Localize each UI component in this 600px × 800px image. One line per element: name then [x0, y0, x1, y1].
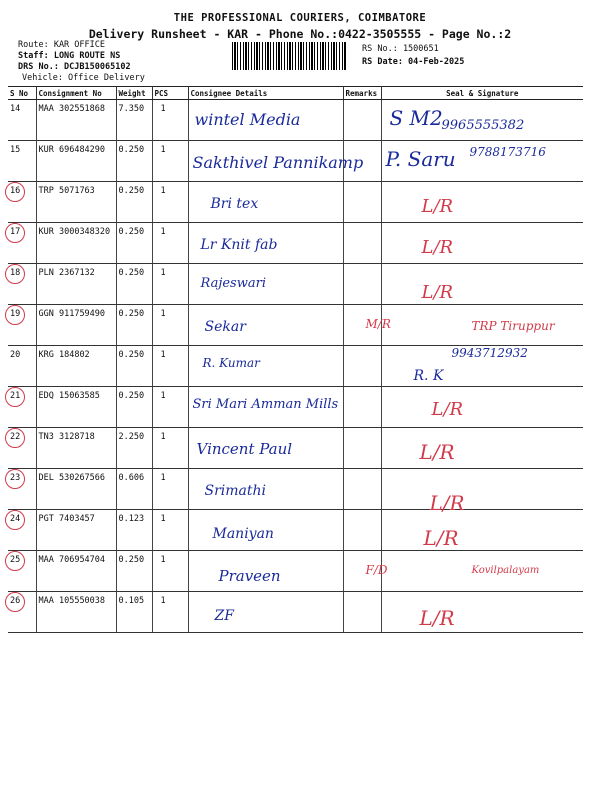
row-pcs: 1: [152, 182, 188, 223]
seal-handwriting: P. Saru: [385, 147, 456, 171]
row-remarks: [343, 264, 381, 305]
row-remarks: [343, 428, 381, 469]
row-weight: 0.250: [116, 182, 152, 223]
table-row: [8, 141, 583, 182]
row-consignee: [188, 141, 364, 182]
row-consignee: [188, 182, 343, 223]
row-remarks: [343, 592, 381, 633]
col-remarks: Remarks: [343, 87, 381, 100]
row-remarks: [343, 387, 381, 428]
table-row: [8, 510, 583, 551]
row-consignee: [188, 264, 343, 305]
row-seal-signature: [381, 346, 583, 387]
row-weight: 0.250: [116, 141, 152, 182]
table-row: [8, 387, 583, 428]
seal-handwriting: S M2: [389, 106, 443, 130]
table-row: [8, 182, 583, 223]
runsheet-table: [8, 86, 583, 633]
col-consignee: Consignee Details: [188, 87, 343, 100]
row-consignment-no: TRP 5071763: [36, 182, 116, 223]
row-pcs: 1: [152, 100, 188, 141]
consignee-handwriting: wintel Media: [194, 110, 301, 129]
barcode: [232, 42, 346, 70]
seal-handwriting: L/R: [421, 237, 454, 258]
row-seal-signature: [381, 100, 583, 141]
seal-handwriting: L/R: [423, 526, 459, 550]
phone-handwriting: 9943712932: [451, 346, 528, 360]
row-pcs: 1: [152, 592, 188, 633]
rs-date: RS Date: 04-Feb-2025: [362, 57, 465, 67]
seal-handwriting: L/R: [419, 606, 455, 630]
row-consignment-no: MAA 105550038: [36, 592, 116, 633]
row-weight: 7.350: [116, 100, 152, 141]
seal-handwriting: L/R: [431, 399, 464, 420]
row-seal-signature: [381, 469, 583, 515]
row-consignee: [188, 469, 343, 510]
table-row: [8, 592, 583, 633]
row-pcs: 1: [152, 264, 188, 305]
col-weight: Weight: [116, 87, 152, 100]
row-consignment-no: DEL 530267566: [36, 469, 116, 510]
col-seal: Seal & Signature: [381, 87, 583, 100]
row-weight: 0.250: [116, 551, 152, 592]
table-row: [8, 346, 583, 387]
row-weight: 2.250: [116, 428, 152, 469]
row-consignment-no: PLN 2367132: [36, 264, 116, 305]
consignee-handwriting: R. Kumar: [202, 356, 260, 370]
consignee-handwriting: Sri Mari Amman Mills: [192, 397, 339, 412]
row-pcs: 1: [152, 346, 188, 387]
runsheet-subtitle: Delivery Runsheet - KAR - Phone No.:0422-3505555 - Page No.:2: [88, 27, 512, 41]
row-consignee: [188, 387, 343, 428]
consignee-handwriting: Srimathi: [204, 483, 267, 499]
col-sno: S No: [8, 87, 36, 100]
rs-number: RS No.: 1500651: [362, 44, 439, 54]
row-weight: 0.250: [116, 223, 152, 264]
row-weight: 0.606: [116, 469, 152, 510]
row-sno: 23: [8, 469, 36, 510]
seal-handwriting: L/R: [421, 196, 454, 217]
row-seal-signature: [381, 387, 583, 428]
row-remarks: [343, 469, 381, 510]
row-weight: 0.250: [116, 305, 152, 346]
row-seal-signature: [381, 428, 583, 469]
table-row: [8, 305, 583, 346]
row-seal-signature: [381, 264, 583, 305]
route-label: Route: KAR OFFICE: [18, 40, 105, 50]
row-remarks: [343, 551, 388, 592]
row-sno: 19: [8, 305, 36, 346]
table-row: [8, 428, 583, 469]
row-seal-signature: [381, 182, 583, 223]
row-remarks: [343, 100, 381, 141]
consignee-handwriting: Bri tex: [210, 196, 259, 212]
row-consignee: [188, 100, 343, 141]
table-row: [8, 264, 583, 305]
row-consignee: [188, 305, 343, 346]
table-header-row: [8, 87, 583, 100]
row-pcs: 1: [152, 551, 188, 592]
consignee-handwriting: Maniyan: [212, 526, 274, 542]
row-remarks: [343, 223, 381, 264]
row-consignee: [188, 551, 343, 592]
seal-handwriting: TRP Tiruppur: [471, 319, 555, 333]
row-pcs: 1: [152, 141, 188, 182]
row-weight: 0.250: [116, 264, 152, 305]
row-sno: 22: [8, 428, 36, 469]
seal-handwriting: L/R: [429, 491, 465, 515]
row-consignee: [188, 223, 343, 264]
row-sno: 16: [8, 182, 36, 223]
row-seal-signature: [381, 141, 583, 182]
company-title: THE PROFESSIONAL COURIERS, COIMBATORE: [173, 12, 427, 24]
row-consignment-no: MAA 302551868: [36, 100, 116, 141]
consignee-handwriting: Rajeswari: [200, 276, 266, 291]
row-consignment-no: EDQ 15063585: [36, 387, 116, 428]
row-consignee: [188, 510, 343, 551]
table-row: [8, 223, 583, 264]
row-weight: 0.123: [116, 510, 152, 551]
consignee-handwriting: Sakthivel Pannikamp: [192, 153, 364, 172]
seal-handwriting: L/R: [419, 440, 455, 464]
col-pcs: PCS: [152, 87, 188, 100]
row-consignee: [188, 428, 343, 469]
row-sno: 17: [8, 223, 36, 264]
row-sno: 24: [8, 510, 36, 551]
row-remarks: [343, 346, 381, 387]
row-consignment-no: KUR 3000348320: [36, 223, 116, 264]
table-row: [8, 469, 583, 510]
row-pcs: 1: [152, 428, 188, 469]
phone-handwriting: 9965555382: [441, 118, 525, 133]
row-sno: 21: [8, 387, 36, 428]
row-consignee: [188, 592, 343, 633]
row-seal-signature: [381, 223, 583, 264]
row-consignment-no: KUR 696484290: [36, 141, 116, 182]
seal-handwriting: R. K: [413, 368, 444, 384]
row-pcs: 1: [152, 510, 188, 551]
row-remarks: [343, 510, 381, 551]
consignee-handwriting: ZF: [214, 608, 234, 624]
table-row: [8, 100, 583, 141]
seal-handwriting: L/R: [421, 282, 454, 303]
row-seal-signature: [381, 305, 583, 346]
table-row: [8, 551, 583, 592]
row-weight: 0.250: [116, 387, 152, 428]
remarks-handwriting: F/D: [365, 563, 388, 577]
row-sno: 18: [8, 264, 36, 305]
col-consignment: Consignment No: [36, 87, 116, 100]
drs-label: DRS No.: DCJB150065102: [18, 62, 131, 72]
remarks-handwriting: M/R: [365, 317, 391, 331]
consignee-handwriting: Lr Knit fab: [200, 237, 278, 253]
row-remarks: [343, 305, 391, 346]
row-pcs: 1: [152, 387, 188, 428]
row-remarks: [343, 141, 381, 182]
row-seal-signature: [381, 592, 583, 633]
row-sno: 26: [8, 592, 36, 633]
vehicle-label: Vehicle: Office Delivery: [22, 73, 145, 83]
phone-handwriting: 9788173716: [469, 145, 546, 159]
row-pcs: 1: [152, 223, 188, 264]
row-pcs: 1: [152, 469, 188, 510]
row-remarks: [343, 182, 381, 223]
row-consignment-no: TN3 3128718: [36, 428, 116, 469]
row-consignment-no: PGT 7403457: [36, 510, 116, 551]
row-consignment-no: KRG 184802: [36, 346, 116, 387]
row-seal-signature: [381, 510, 583, 551]
row-consignee: [188, 346, 343, 387]
row-seal-signature: [381, 551, 583, 592]
row-weight: 0.105: [116, 592, 152, 633]
row-pcs: 1: [152, 305, 188, 346]
row-sno: 25: [8, 551, 36, 592]
staff-label: Staff: LONG ROUTE NS: [18, 51, 121, 61]
row-consignment-no: MAA 706954704: [36, 551, 116, 592]
consignee-handwriting: Sekar: [204, 319, 246, 335]
row-sno: 15: [8, 141, 36, 182]
row-consignment-no: GGN 911759490: [36, 305, 116, 346]
consignee-handwriting: Praveen: [218, 567, 281, 585]
row-weight: 0.250: [116, 346, 152, 387]
row-sno: 20: [8, 346, 36, 387]
row-sno: 14: [8, 100, 36, 141]
consignee-handwriting: Vincent Paul: [196, 440, 293, 458]
seal-handwriting: Kovilpalayam: [471, 565, 540, 576]
